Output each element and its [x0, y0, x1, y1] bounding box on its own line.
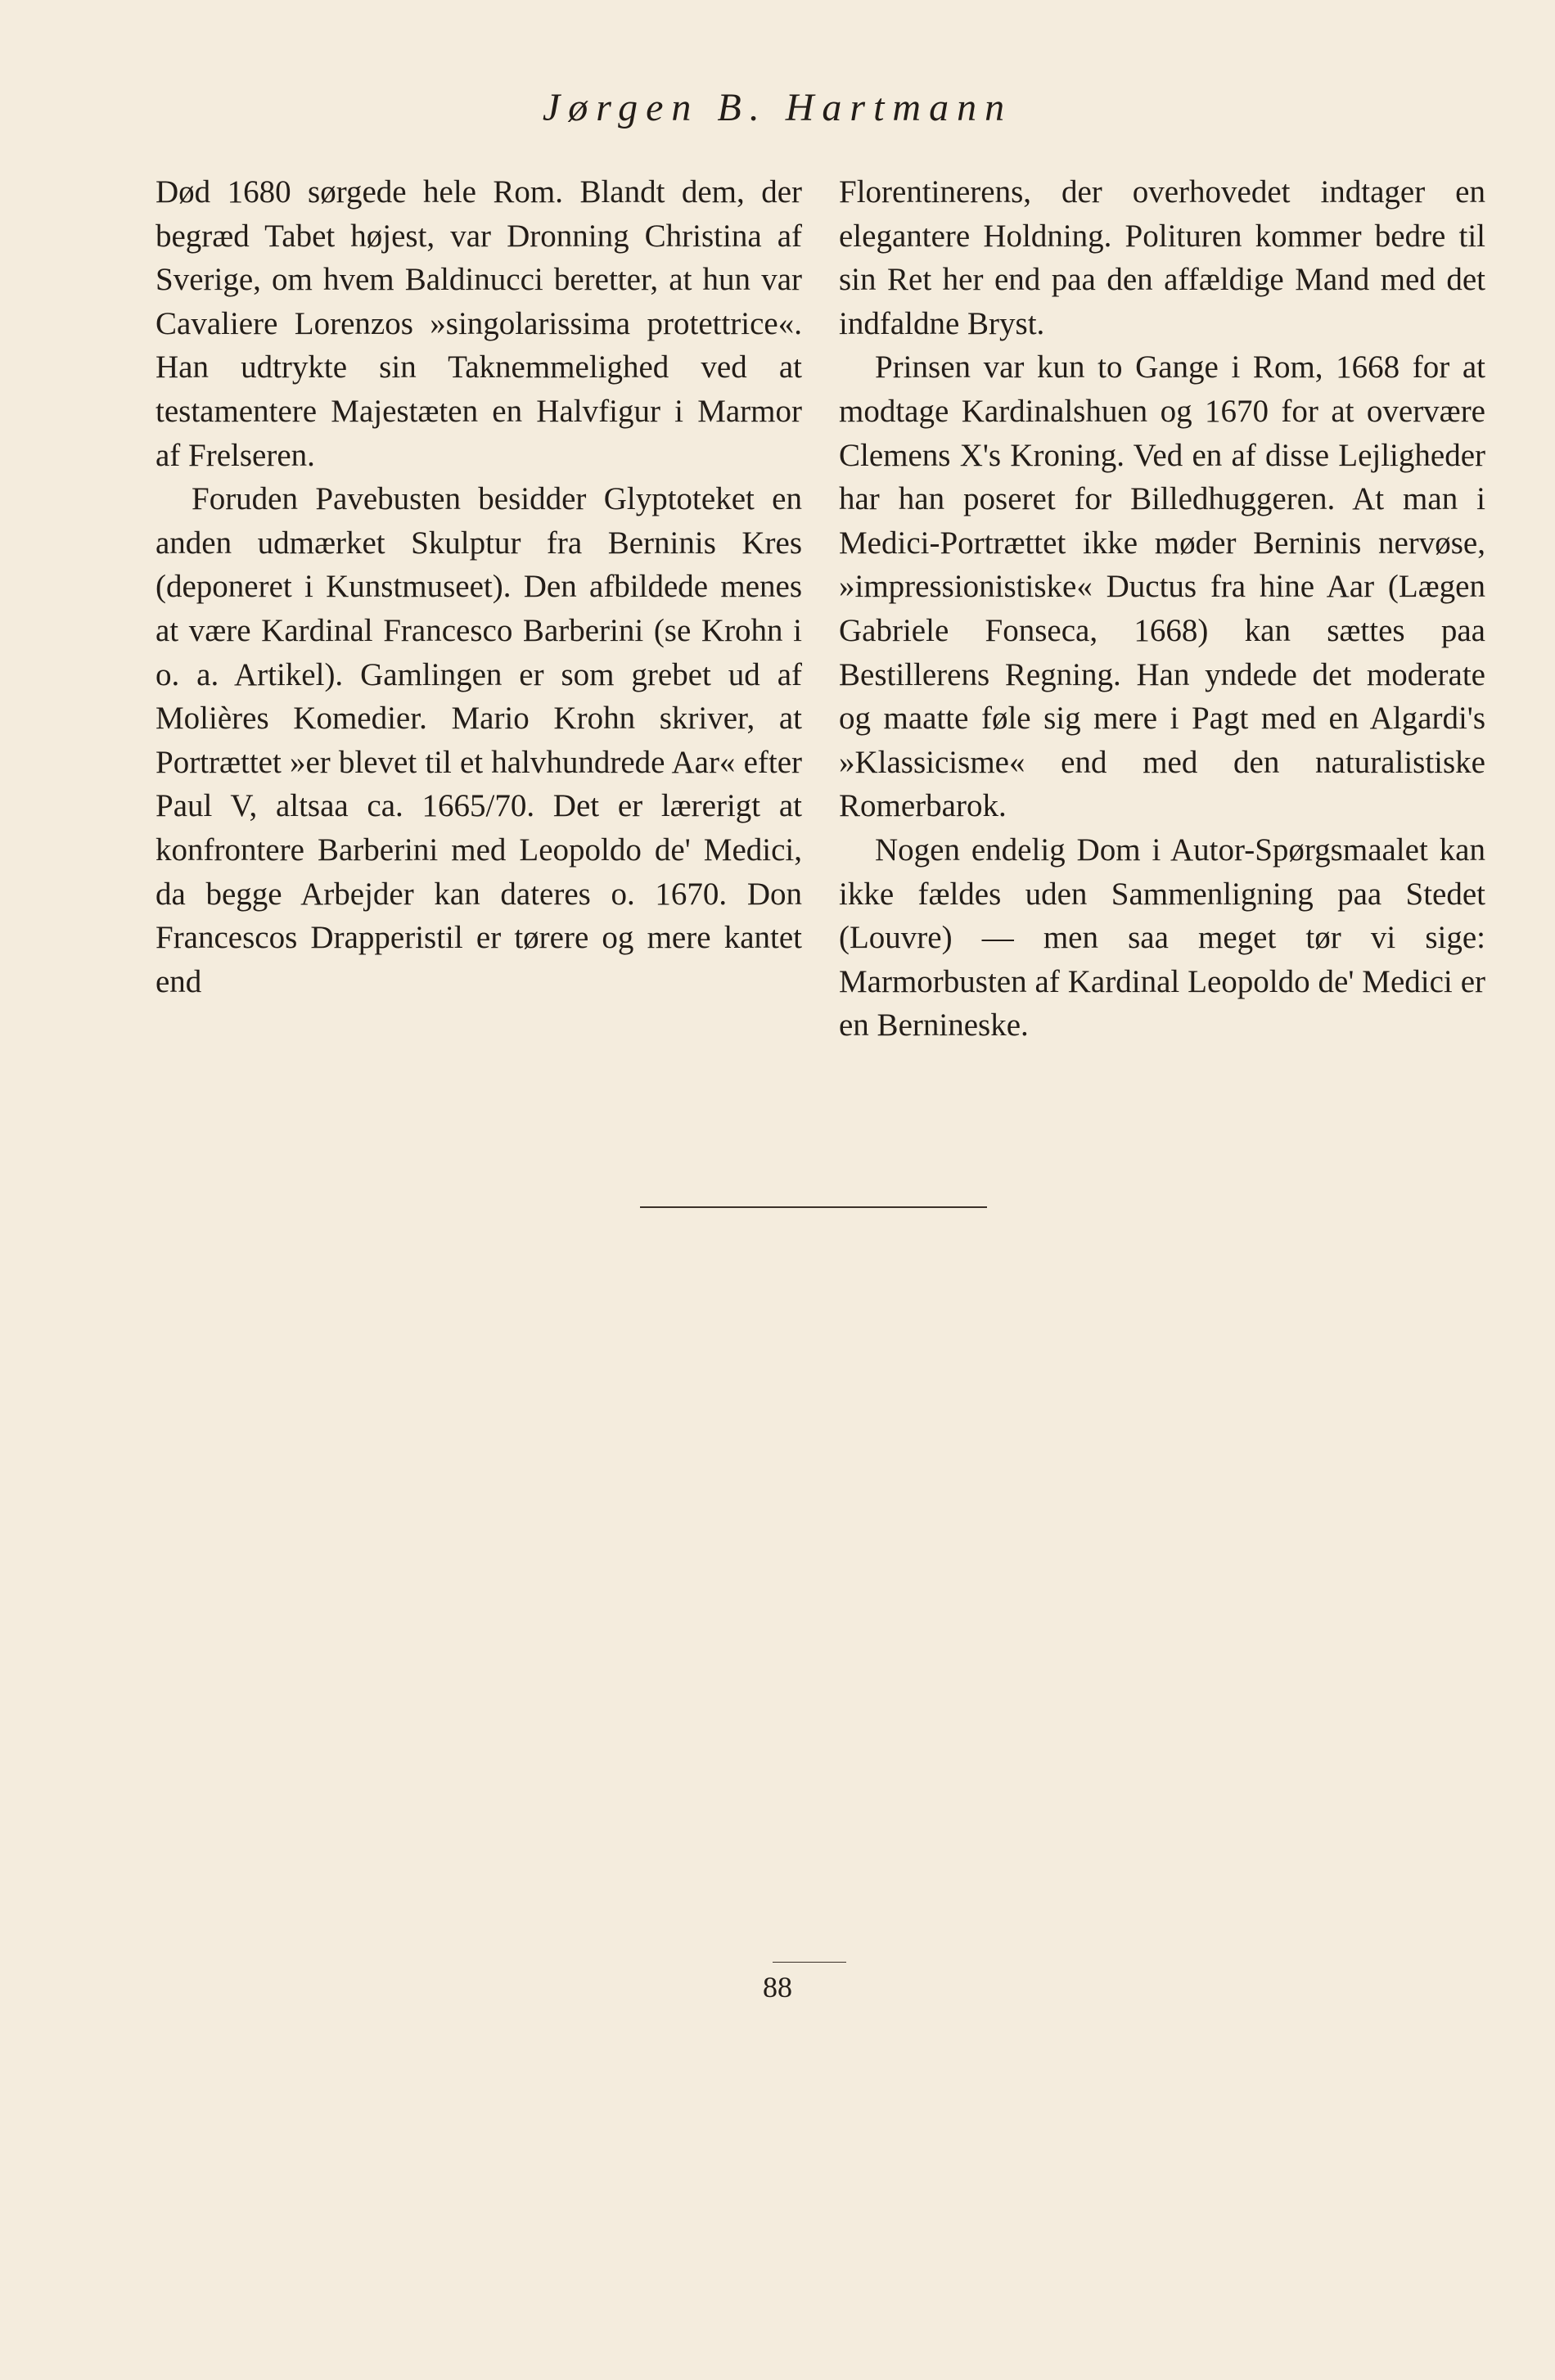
running-head: Jørgen B. Hartmann	[542, 86, 1013, 129]
paragraph: Død 1680 sørgede hele Rom. Blandt dem, der begræd Tabet højest, var Dronning Christina af Sverige, om hvem Baldinucci beretter, at hun var Cavaliere Lorenzos »singolarissima protettrice«. Han udtrykte sin Taknemmelighed ved at testamentere Majestæten en Halvfigur i Marmor af Frelseren.	[156, 174, 802, 473]
paragraph: Florentinerens, der overhovedet indtager en elegantere Holdning. Polituren kommer bedre til sin Ret her end paa den affældige Mand med det indfaldne Bryst.	[839, 174, 1485, 341]
paragraph: Prinsen var kun to Gange i Rom, 1668 for at modtage Kardinalshuen og 1670 for at overvære Clemens X's Kroning. Ved en af disse Lejligheder har han poseret for Billedhuggeren. At man i Medici-Portrættet ikke møder Berninis nervøse, »impressionistiske« Ductus fra hine Aar (Lægen Gabriele Fonseca, 1668) kan sættes paa Bestillerens Regning. Han yndede det moderate og maatte føle sig mere i Pagt med en Algardi's »Klassicisme« end med den naturalistiske Romerbarok.	[839, 349, 1485, 824]
paragraph: Foruden Pavebusten besidder Glyptoteket en anden udmærket Skulptur fra Berninis Kres (deponeret i Kunstmuseet). Den afbildede menes at være Kardinal Francesco Barberini (se Krohn i o. a. Artikel). Gamlingen er som grebet ud af Molières Komedier. Mario Krohn skriver, at Portrættet »er blevet til et halvhundrede Aar« efter Paul V, altsaa ca. 1665/70. Det er lærerigt at konfrontere Barberini med Leopoldo de' Medici, da begge Arbejder kan dateres o. 1670. Don Francescos Drapperistil er tørere og mere kantet end	[156, 481, 802, 999]
left-column	[156, 170, 802, 1003]
page-number: 88	[763, 1971, 792, 2004]
right-column	[839, 170, 1485, 1048]
page-number-rule	[773, 1962, 846, 1963]
paragraph: Nogen endelig Dom i Autor-Spørgsmaalet kan ikke fældes uden Sammenligning paa Stedet (Louvre) — men saa meget tør vi sige: Marmorbusten af Kardinal Leopoldo de' Medici er en Bernineske.	[839, 832, 1485, 1044]
section-divider	[640, 1206, 987, 1208]
